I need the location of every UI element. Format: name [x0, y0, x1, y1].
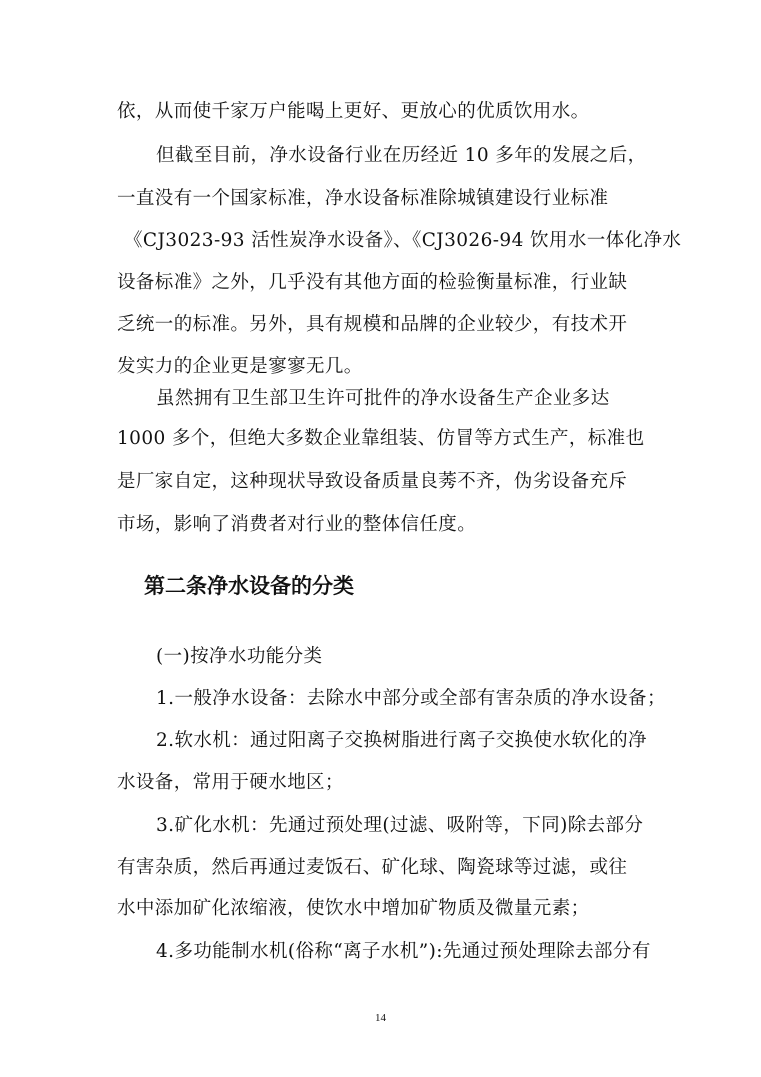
- paragraph-line: 依，从而使千家万户能喝上更好、更放心的优质饮用水。: [117, 101, 590, 122]
- list-item-line: 3.矿化水机：先通过预处理(过滤、吸附等，下同)除去部分: [156, 815, 644, 836]
- paragraph-line: 设备标准》之外，几乎没有其他方面的检验衡量标准，行业缺: [117, 272, 628, 293]
- list-item-line: 水中添加矿化浓缩液，使饮水中增加矿物质及微量元素；: [117, 898, 590, 919]
- paragraph-line: 《CJ3023-93 活性炭净水设备》、《CJ3026-94 饮用水一体化净水: [124, 230, 682, 251]
- list-item-line: 水设备，常用于硬水地区；: [117, 772, 344, 793]
- paragraph-line: 乏统一的标准。另外，具有规模和品牌的企业较少，有技术开: [117, 314, 628, 335]
- paragraph-line: 虽然拥有卫生部卫生许可批件的净水设备生产企业多达: [156, 388, 610, 409]
- paragraph-line: 但截至目前，净水设备行业在历经近 10 多年的发展之后，: [156, 145, 647, 166]
- list-item-line: 1.一般净水设备：去除水中部分或全部有害杂质的净水设备；: [156, 688, 666, 709]
- page-number: 14: [375, 1012, 386, 1024]
- paragraph-line: 一直没有一个国家标准，净水设备标准除城镇建设行业标准: [117, 188, 609, 209]
- section-heading: 第二条净水设备的分类: [144, 573, 354, 598]
- list-item-line: 有害杂质，然后再通过麦饭石、矿化球、陶瓷球等过滤，或往: [117, 857, 628, 878]
- paragraph-line: 是厂家自定，这种现状导致设备质量良莠不齐，伪劣设备充斥: [117, 471, 628, 492]
- paragraph-line: 市场，影响了消费者对行业的整体信任度。: [117, 514, 477, 535]
- list-item-line: 4.多功能制水机(俗称“离子水机”):先通过预处理除去部分有: [156, 941, 651, 962]
- paragraph-line: 发实力的企业更是寥寥无几。: [117, 356, 363, 377]
- paragraph-line: 1000 多个，但绝大多数企业靠组装、仿冒等方式生产，标准也: [117, 428, 645, 449]
- list-item-line: 2.软水机：通过阳离子交换树脂进行离子交换使水软化的净: [156, 730, 647, 751]
- subsection-title: (一)按净水功能分类: [156, 646, 323, 667]
